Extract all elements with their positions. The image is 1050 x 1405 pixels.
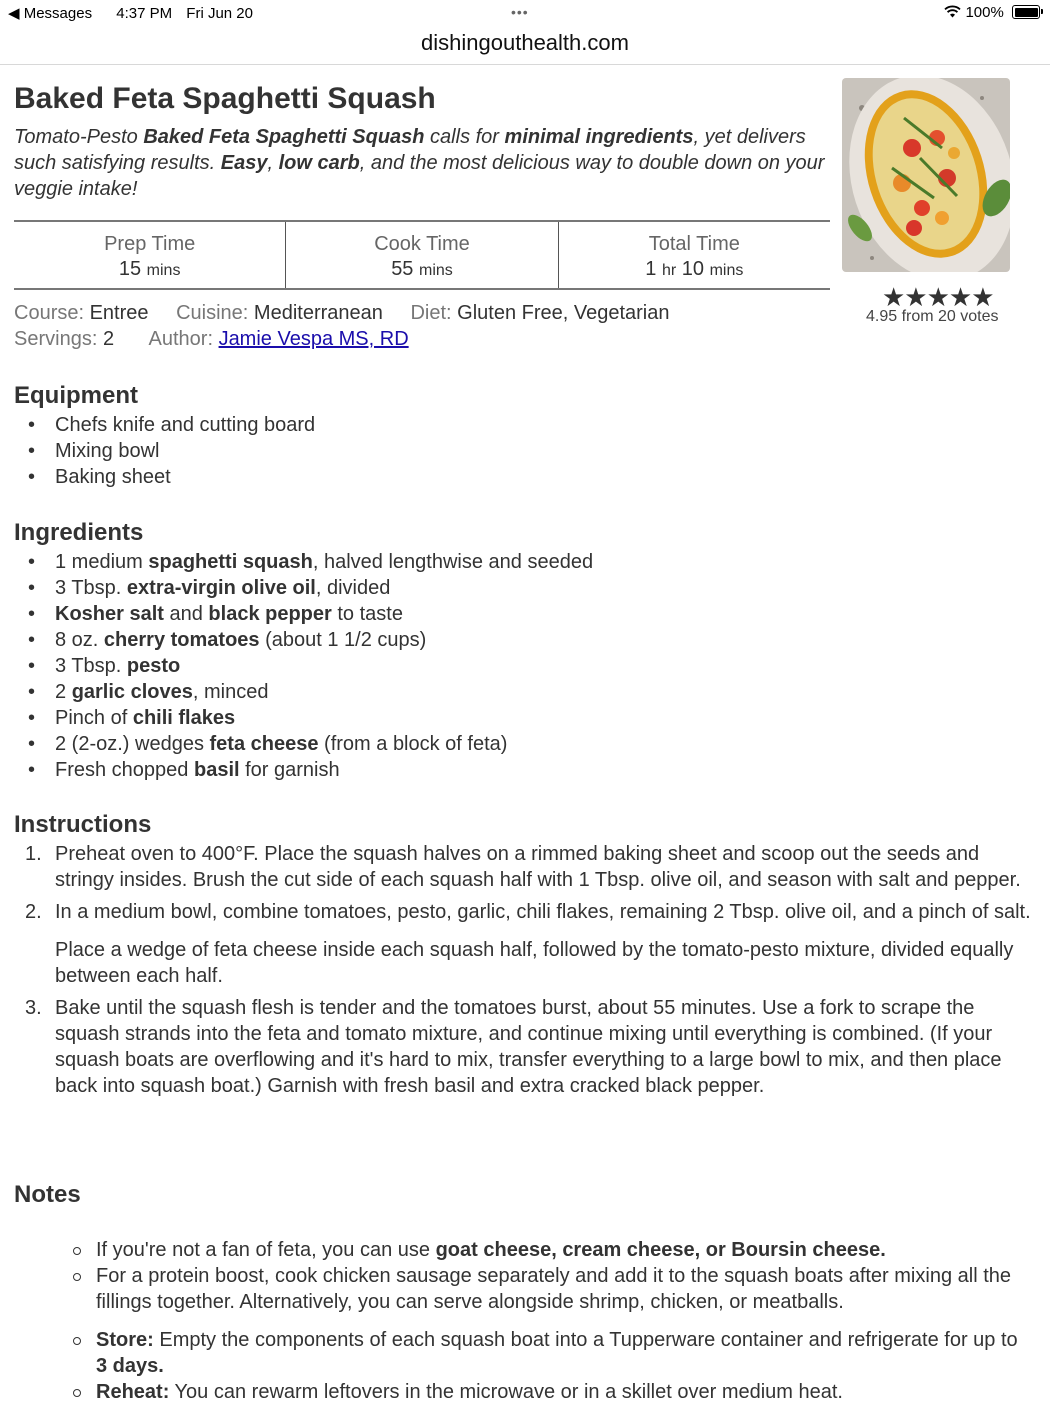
text-run: for garnish [239, 759, 340, 781]
instructions-heading: Instructions [14, 811, 152, 838]
status-time: 4:37 PM [116, 5, 173, 22]
equipment-item: • Baking sheet [14, 464, 315, 490]
total-time-minutes: 10 [681, 258, 705, 280]
cook-time-value: 55 [391, 258, 414, 280]
recipe-photo[interactable] [842, 78, 1010, 272]
equipment-item: • Chefs knife and cutting board [14, 412, 315, 438]
text-run: Tomato-Pesto [14, 126, 144, 148]
text-run: calls for [424, 126, 505, 148]
text-run: and [163, 603, 209, 625]
text-run: 8 oz. [55, 629, 104, 651]
status-date: Fri Jun 20 [186, 5, 253, 22]
text-run: Empty the components of each squash boat into a Tupperware container and refrigerate for up to [153, 1329, 1018, 1351]
recipe-times [14, 220, 830, 290]
back-to-app-button[interactable]: ◀ Messages [8, 5, 93, 22]
bold-text: extra-virgin olive oil [126, 577, 316, 599]
step-text: Place a wedge of feta cheese inside each squash half, followed by the tomato-pesto mixture, divided equally between each half. [55, 939, 1014, 987]
ingredient-item [14, 705, 593, 731]
bold-text: Baked Feta Spaghetti Squash [143, 126, 425, 148]
total-time [558, 222, 830, 288]
prep-time-label: Prep Time [104, 233, 196, 255]
cook-time-label: Cook Time [374, 233, 470, 255]
servings-label: Servings: [14, 328, 98, 350]
text-run: You can rewarm leftovers in the microwave or in a skillet over medium heat. [169, 1381, 843, 1403]
recipe-title: Baked Feta Spaghetti Squash [14, 82, 436, 115]
back-app-label: Messages [23, 5, 93, 22]
note-item [14, 1237, 1034, 1263]
bold-text: goat cheese, cream cheese, or Boursin cheese. [435, 1239, 886, 1261]
total-time-label: Total Time [648, 233, 740, 255]
note-item [14, 1263, 1034, 1315]
recipe-photo-image [842, 78, 1010, 272]
prep-time [14, 222, 285, 288]
step-number: 3. [25, 997, 42, 1019]
multitasking-dots-icon[interactable]: ••• [511, 4, 529, 20]
note-item [14, 1327, 1034, 1379]
rating-stars[interactable]: ★★★★★ [882, 282, 994, 312]
notes-list [14, 1237, 1034, 1405]
cuisine-label: Cuisine: [176, 302, 249, 324]
prep-time-value: 15 [118, 258, 142, 280]
step-number: 1. [25, 843, 42, 865]
bold-text: pesto [126, 655, 181, 677]
wifi-icon [944, 5, 961, 18]
bold-text: feta cheese [209, 733, 319, 755]
text-run: , halved lengthwise and seeded [312, 551, 594, 573]
cook-time-unit: mins [419, 262, 453, 279]
ingredient-item [14, 627, 593, 653]
text-run: , and the most delicious way to double down on your veggie intake! [14, 152, 825, 200]
text-run: (from a block of feta) [318, 733, 508, 755]
text-run: Fresh chopped [55, 759, 194, 781]
rating-text: 4.95 from 20 votes [866, 308, 999, 325]
recipe-summary [14, 124, 829, 202]
course-label: Course: [14, 302, 85, 324]
author-link[interactable]: Jamie Vespa MS, RD [218, 328, 409, 350]
instruction-step [14, 995, 1034, 1099]
meta-row-2 [14, 328, 409, 351]
note-item [14, 1379, 1034, 1405]
text-run: , minced [192, 681, 269, 703]
text-run: , yet delivers such satisfying results. [14, 126, 806, 174]
prep-time-unit: mins [146, 262, 181, 279]
course-value: Entree [89, 302, 149, 324]
text-run: 3 Tbsp. [55, 655, 127, 677]
battery-percent: 100% [965, 4, 1004, 21]
step-text: Preheat oven to 400°F. Place the squash halves on a rimmed baking sheet and scoop out the seeds and stringy insides. Brush the cut side of each squash half with 1 Tbsp. olive oil, and season with salt and pepper. [55, 843, 1021, 891]
bold-text: spaghetti squash [148, 551, 313, 573]
url-text: dishingouthealth.com [421, 30, 629, 55]
equipment-heading: Equipment [14, 382, 138, 409]
instructions-list [14, 841, 1034, 1105]
instruction-step [14, 899, 1034, 989]
bold-text: black pepper [208, 603, 332, 625]
bold-text: Store: [96, 1329, 154, 1351]
bold-text: chili flakes [132, 707, 236, 729]
ingredient-item [14, 653, 593, 679]
ingredient-item [14, 601, 593, 627]
step-text: In a medium bowl, combine tomatoes, pesto, garlic, chili flakes, remaining 2 Tbsp. olive oil, and a pinch of salt. [55, 901, 1031, 923]
status-bar [0, 0, 1050, 26]
ingredients-list [14, 549, 593, 783]
bold-text: Easy [220, 152, 268, 174]
text-run: , divided [315, 577, 391, 599]
equipment-list [14, 412, 315, 490]
diet-label: Diet: [410, 302, 452, 324]
notes-heading: Notes [14, 1181, 81, 1208]
bold-text: Reheat: [96, 1381, 170, 1403]
text-run: 1 medium [55, 551, 149, 573]
bold-text: 3 days. [96, 1355, 164, 1377]
equipment-item: • Mixing bowl [14, 438, 315, 464]
address-bar[interactable] [0, 26, 1050, 65]
ingredient-item [14, 679, 593, 705]
instruction-step [14, 841, 1034, 893]
text-run: 2 (2-oz.) wedges [55, 733, 210, 755]
ingredient-item [14, 757, 593, 783]
step-number: 2. [25, 901, 42, 923]
bold-text: low carb [278, 152, 360, 174]
text-run: (about 1 1/2 cups) [259, 629, 427, 651]
total-time-minutes-unit: mins [709, 262, 744, 279]
text-run: , [267, 152, 279, 174]
cook-time [285, 222, 557, 288]
meta-row-1 [14, 302, 670, 325]
bold-text: Kosher salt [55, 603, 164, 625]
author-label: Author: [148, 328, 213, 350]
bold-text: basil [193, 759, 240, 781]
text-run: Pinch of [55, 707, 133, 729]
servings-value[interactable]: 2 [102, 328, 115, 350]
step-text: Bake until the squash flesh is tender and the tomatoes burst, about 55 minutes. Use a fork to scrape the squash strands into the feta and tomato mixture, and continue mixing until everything is combined. (If your squash boats are overflowing and it's hard to mix, transfer everything to a large bowl to mix, and then place back into squash boat.) Garnish with fresh basil and extra cracked black pepper. [55, 997, 1002, 1097]
battery-icon [1012, 5, 1040, 19]
text-run: 2 [55, 681, 72, 703]
total-time-hours-unit: hr [661, 262, 677, 279]
ingredient-item [14, 575, 593, 601]
bold-text: garlic cloves [71, 681, 193, 703]
diet-value: Gluten Free, Vegetarian [457, 302, 670, 324]
text-run: to taste [331, 603, 403, 625]
text-run: For a protein boost, cook chicken sausage separately and add it to the squash boats after mixing all the fillings together. Alternatively, you can serve alongside shrimp, chicken, or meatballs. [96, 1265, 1011, 1313]
text-run: 3 Tbsp. [55, 577, 127, 599]
ingredient-item [14, 549, 593, 575]
cuisine-value: Mediterranean [253, 302, 383, 324]
total-time-hours: 1 [645, 258, 657, 280]
text-run: If you're not a fan of feta, you can use [96, 1239, 436, 1261]
ingredient-item [14, 731, 593, 757]
bold-text: cherry tomatoes [103, 629, 260, 651]
ingredients-heading: Ingredients [14, 519, 144, 546]
bold-text: minimal ingredients [504, 126, 694, 148]
